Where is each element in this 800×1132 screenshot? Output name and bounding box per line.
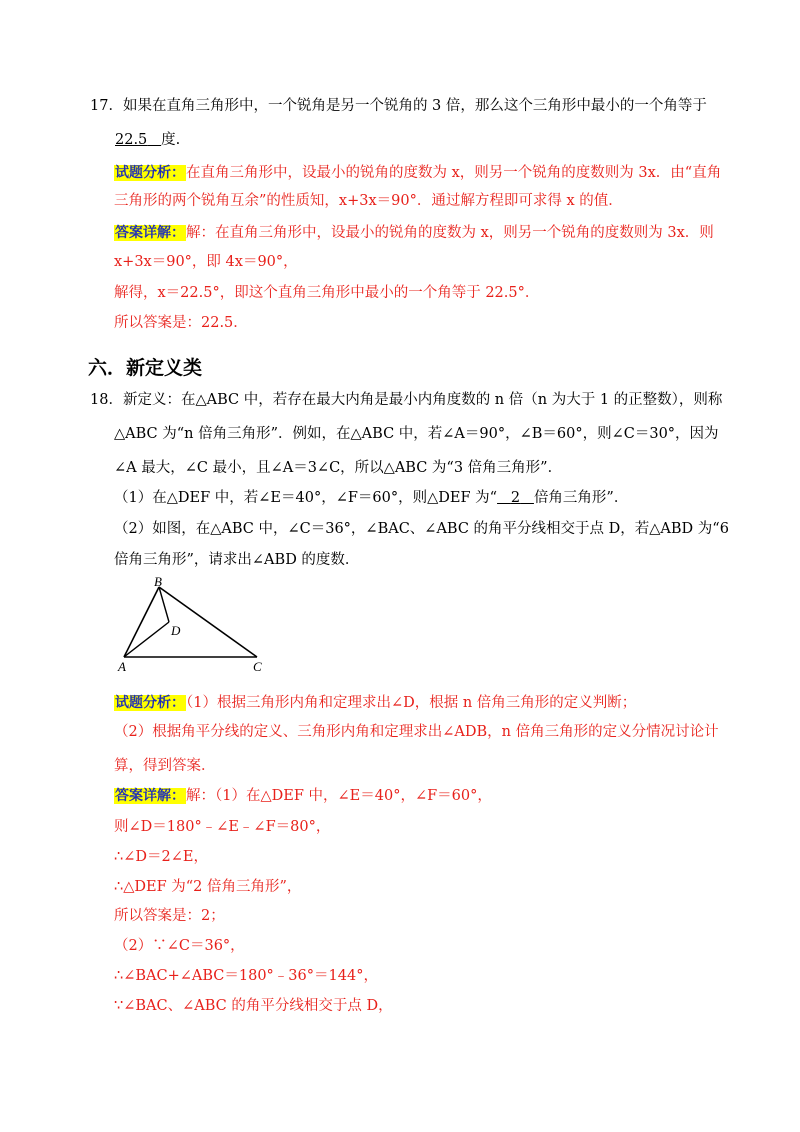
- q18-analysis-text1: （1）根据三角形内角和定理求出∠D，根据 n 倍角三角形的定义判断；: [186, 695, 637, 711]
- q18-analysis-line1: [114, 693, 636, 713]
- q18-part2-line2: 倍角三角形”，请求出∠ABD 的度数．: [114, 552, 360, 568]
- q17-analysis-line1: [114, 163, 721, 183]
- q18-analysis-line3: 算，得到答案．: [114, 758, 216, 774]
- q17-stem-line2: [115, 130, 180, 150]
- section-heading: 六．新定义类: [88, 357, 203, 379]
- q17-analysis-text1: 在直角三角形中，设最小的锐角的度数为 x，则另一个锐角的度数则为 3x．由“直角: [186, 165, 722, 181]
- triangle-figure: [112, 574, 272, 674]
- q18-detail-line1: [114, 786, 492, 806]
- q18-detail-line4: ∴△DEF 为“2 倍角三角形”，: [114, 879, 302, 895]
- q18-detail-text1: 解：（1）在△DEF 中，∠E＝40°，∠F＝60°，: [186, 788, 492, 804]
- label-A: A: [118, 659, 126, 674]
- edge-BC: [159, 587, 257, 657]
- q17-analysis-label: 试题分析：: [115, 165, 185, 181]
- q17-detail-line4: 所以答案是：22.5．: [114, 315, 248, 331]
- q18-detail-label: 答案详解：: [115, 788, 185, 804]
- q18-part1-tail: 倍角三角形”．: [533, 490, 629, 506]
- q18-detail-line8: ∵∠BAC、∠ABC 的角平分线相交于点 D，: [114, 998, 393, 1014]
- q18-analysis-label: 试题分析：: [115, 695, 185, 711]
- q18-detail-line7: ∴∠BAC+∠ABC＝180°﹣36°＝144°，: [114, 968, 378, 984]
- label-C: C: [253, 659, 262, 674]
- q17-detail-text1: 解：在直角三角形中，设最小的锐角的度数为 x，则另一个锐角的度数则为 3x．则: [186, 225, 714, 241]
- q17-stem-line1: 17．如果在直角三角形中，一个锐角是另一个锐角的 3 倍，那么这个三角形中最小的一个角等于: [90, 98, 707, 114]
- q18-part1: [114, 488, 628, 508]
- q17-detail-label: 答案详解：: [115, 225, 185, 241]
- q18-stem-line2: △ABC 为“n 倍角三角形”．例如，在△ABC 中，若∠A＝90°，∠B＝60°，则∠C＝30°，因为: [114, 426, 719, 442]
- q18-analysis-line2: （2）根据角平分线的定义、三角形内角和定理求出∠ADB，n 倍角三角形的定义分情况讨论计: [114, 724, 719, 740]
- edge-AB: [124, 587, 159, 657]
- q18-detail-line6: （2）∵∠C＝36°，: [114, 938, 245, 954]
- q18-part2-line1: （2）如图，在△ABC 中，∠C＝36°，∠BAC、∠ABC 的角平分线相交于点 D，若△ABD 为“6: [114, 521, 729, 537]
- q17-stem-tail: 度.: [161, 132, 181, 148]
- q18-detail-line3: ∴∠D＝2∠E，: [114, 849, 208, 865]
- label-B: B: [154, 574, 162, 589]
- q18-part1-blank: 2: [510, 490, 521, 506]
- q17-answer-blank: 22.5: [115, 132, 148, 148]
- label-D: D: [171, 623, 181, 638]
- q18-detail-line5: 所以答案是：2；: [114, 908, 225, 924]
- q17-analysis-line2: 三角形的两个锐角互余”的性质知，x+3x＝90°．通过解方程即可求得 x 的值．: [114, 193, 623, 209]
- q18-stem-line1: 18．新定义：在△ABC 中，若存在最大内角是最小内角度数的 n 倍（n 为大于 1 的正整数），则称: [90, 392, 723, 408]
- q18-part1-head: （1）在△DEF 中，若∠E＝40°，∠F＝60°，则△DEF 为“: [114, 490, 498, 506]
- q17-detail-line3: 解得，x＝22.5°，即这个直角三角形中最小的一个角等于 22.5°．: [114, 285, 540, 301]
- q18-stem-line3: ∠A 最大，∠C 最小，且∠A＝3∠C，所以△ABC 为“3 倍角三角形”．: [114, 460, 563, 476]
- q17-detail-line2: x+3x＝90°，即 4x＝90°，: [114, 254, 298, 270]
- q18-detail-line2: 则∠D＝180°﹣∠E﹣∠F＝80°，: [114, 819, 331, 835]
- segment-AD: [124, 622, 169, 657]
- q17-detail-line1: [114, 223, 714, 243]
